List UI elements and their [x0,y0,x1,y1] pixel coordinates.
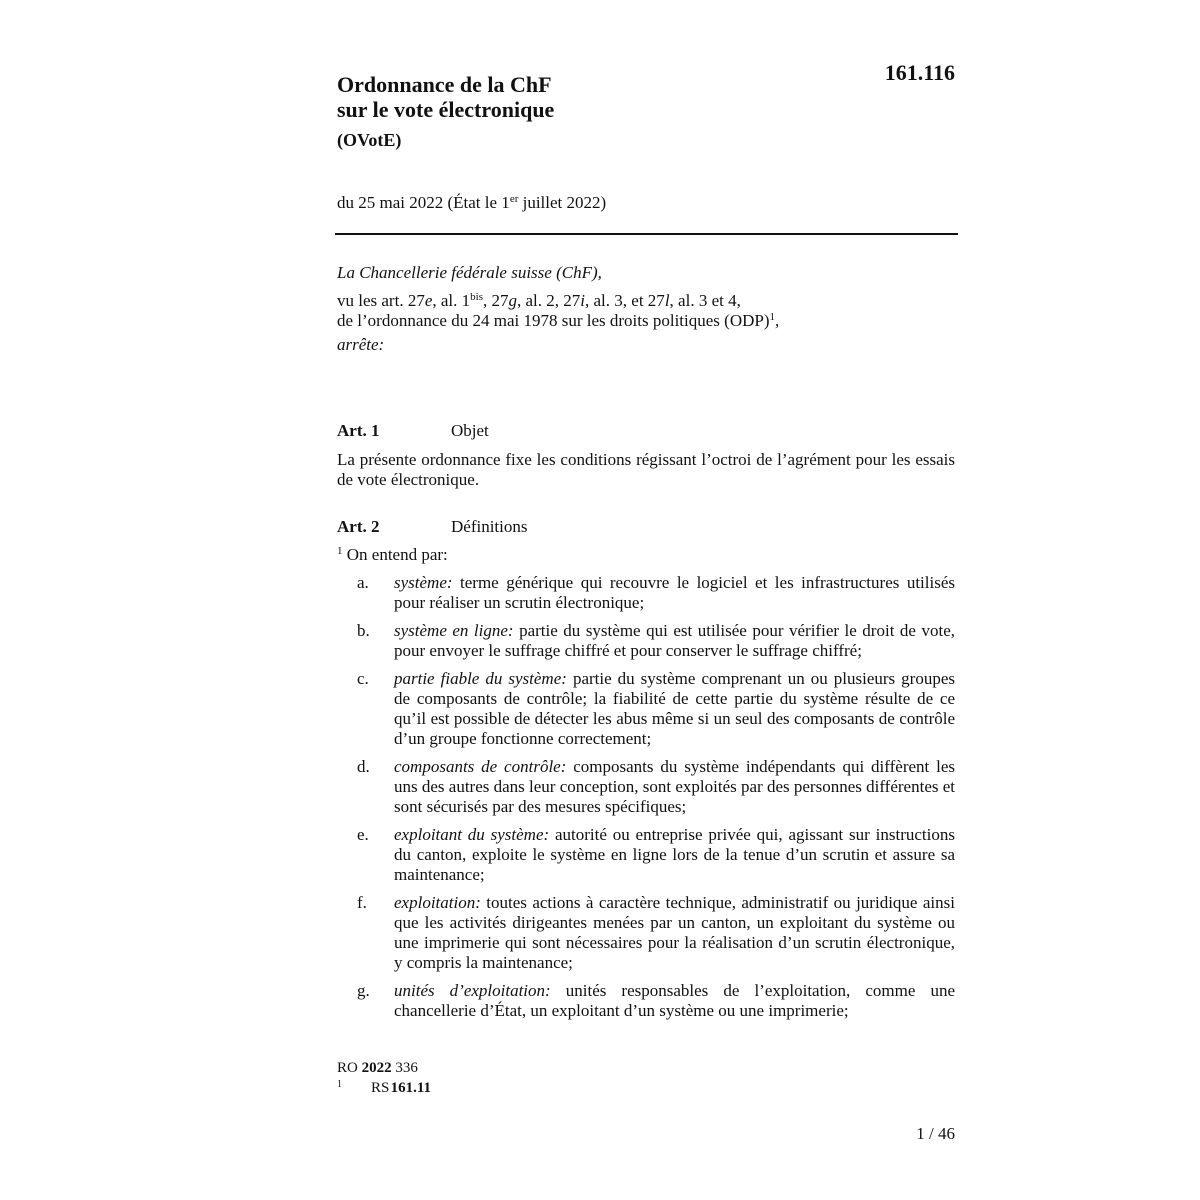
article-2-heading [337,517,528,537]
date-sup: er [509,193,519,205]
article-2-title: Définitions [451,517,528,536]
article-2-intro-text: On entend par: [342,545,448,564]
definition-text: toutes actions à caractère technique, administratif ou juridique ainsi que les activités dirigeantes menées par un canton, un exploitant du système ou une imprimerie qui sont nécessaires pour la réalisation d’un scrutin électronique, y compris la maintenance; [394,893,955,972]
ro-year: 2022 [361,1060,392,1076]
list-item-letter: b. [357,621,370,640]
rs-ref: 161.11 [390,1080,432,1096]
footnote-number: 1 [337,1079,342,1090]
vu-i: i [580,291,586,310]
vu-end: , al. 3 et 4, [669,291,741,310]
list-item-text [394,981,955,1021]
definition-text: partie du système qui est utilisée pour vérifier le droit de vote, pour envoyer le suffrage chiffré et pour conserver le suffrage chiffré; [394,621,955,660]
vu-e: e [424,291,433,310]
document-title [337,72,554,122]
list-item-text [394,573,955,613]
definition-term: partie fiable du système: [394,669,567,688]
definition-text: composants du système indépendants qui diffèrent les uns des autres dans leur conception, sont exploités par des personnes différentes et sont sécurisés par des mesures spécifiques; [394,757,955,816]
ro-prefix: RO [337,1060,362,1076]
list-item [337,669,955,749]
list-item-letter: c. [357,669,369,688]
list-item [337,573,955,613]
article-1-number: Art. 1 [337,421,380,440]
preamble [337,263,957,355]
list-item [337,825,955,885]
authority-text: La Chancellerie fédérale suisse (ChF), [337,263,602,282]
definition-text: autorité ou entreprise privée qui, agissant sur instructions du canton, exploite le système en ligne lors de la tenue d’un scrutin et assure sa maintenance; [394,825,955,884]
page-number: 1 / 46 [916,1124,955,1143]
list-item-text [394,757,955,817]
title-line-2: sur le vote électronique [337,97,555,122]
list-item-text [394,893,955,973]
preamble-authority [337,263,957,283]
vu-al3: , al. 3, et 27 [585,291,665,310]
ordinance-ref-text: de l’ordonnance du 24 mai 1978 sur les droits politiques (ODP) [337,311,770,330]
rs-number: 161.116 [884,60,955,85]
footnotes [337,1058,431,1098]
list-item-text [394,825,955,885]
date-suffix: juillet 2022) [518,193,607,212]
vu-sep1: , 27 [483,291,509,310]
list-item-letter: g. [357,981,370,1000]
vu-text: vu les art. 27 [337,291,425,310]
definition-term: système en ligne: [394,621,514,640]
list-item-text [394,621,955,661]
list-item [337,893,955,973]
vu-al1: , al. 1 [432,291,471,310]
preamble-ordinance-ref [337,311,957,331]
article-2-number: Art. 2 [337,517,380,536]
ordinance-ref-end: , [775,311,780,330]
ro-reference [337,1058,431,1078]
list-item-letter: d. [357,757,370,776]
vu-g: g [508,291,517,310]
list-item [337,621,955,661]
definition-term: système: [394,573,453,592]
date-prefix: du 25 mai 2022 (État le 1 [337,193,510,212]
ro-page: 336 [391,1060,418,1076]
definition-list [337,573,955,1029]
article-1-heading [337,421,489,441]
definition-term: exploitant du système: [394,825,550,844]
preamble-arrete: arrête: [337,335,385,354]
definition-term: exploitation: [394,893,481,912]
rs-prefix: RS [371,1080,390,1096]
list-item-letter: f. [357,893,367,912]
list-item-letter: e. [357,825,369,844]
footnote-ref-1[interactable]: 1 [769,311,775,323]
definition-text: terme générique qui recouvre le logiciel et les infrastructures utilisés pour réaliser un scrutin électronique; [394,573,955,612]
list-item [337,981,955,1021]
definition-text: partie du système comprenant un ou plusieurs groupes de composants de contrôle; la fiabilité de cette partie du système résulte de ce qu’il est possible de détecter les abus même si un seul des composants de contrôle d’un groupe fonctionne correctement; [394,669,955,748]
list-item-text [394,669,955,749]
paragraph-number: 1 [337,545,343,557]
definition-term: composants de contrôle: [394,757,567,776]
document-date [337,193,606,213]
definition-term: unités d’exploitation: [394,981,551,1000]
document-abbreviation: (OVotE) [337,130,402,150]
vu-bis: bis [470,291,483,303]
definition-text: unités responsables de l’exploitation, comme une chancellerie d’État, un exploitant d’un système ou une imprimerie; [394,981,955,1020]
vu-al2: , al. 2, 27 [517,291,581,310]
article-2-intro [337,545,955,565]
list-item-letter: a. [357,573,369,592]
article-1-title: Objet [451,421,489,440]
list-item [337,757,955,817]
article-1-text: La présente ordonnance fixe les conditions régissant l’octroi de l’agrément pour les essais de vote électronique. [337,450,955,489]
title-line-1: Ordonnance de la ChF [337,72,552,97]
footnote-1 [337,1078,431,1098]
preamble-legal-basis [337,291,957,311]
vu-l: l [664,291,670,310]
header-divider [335,233,958,235]
